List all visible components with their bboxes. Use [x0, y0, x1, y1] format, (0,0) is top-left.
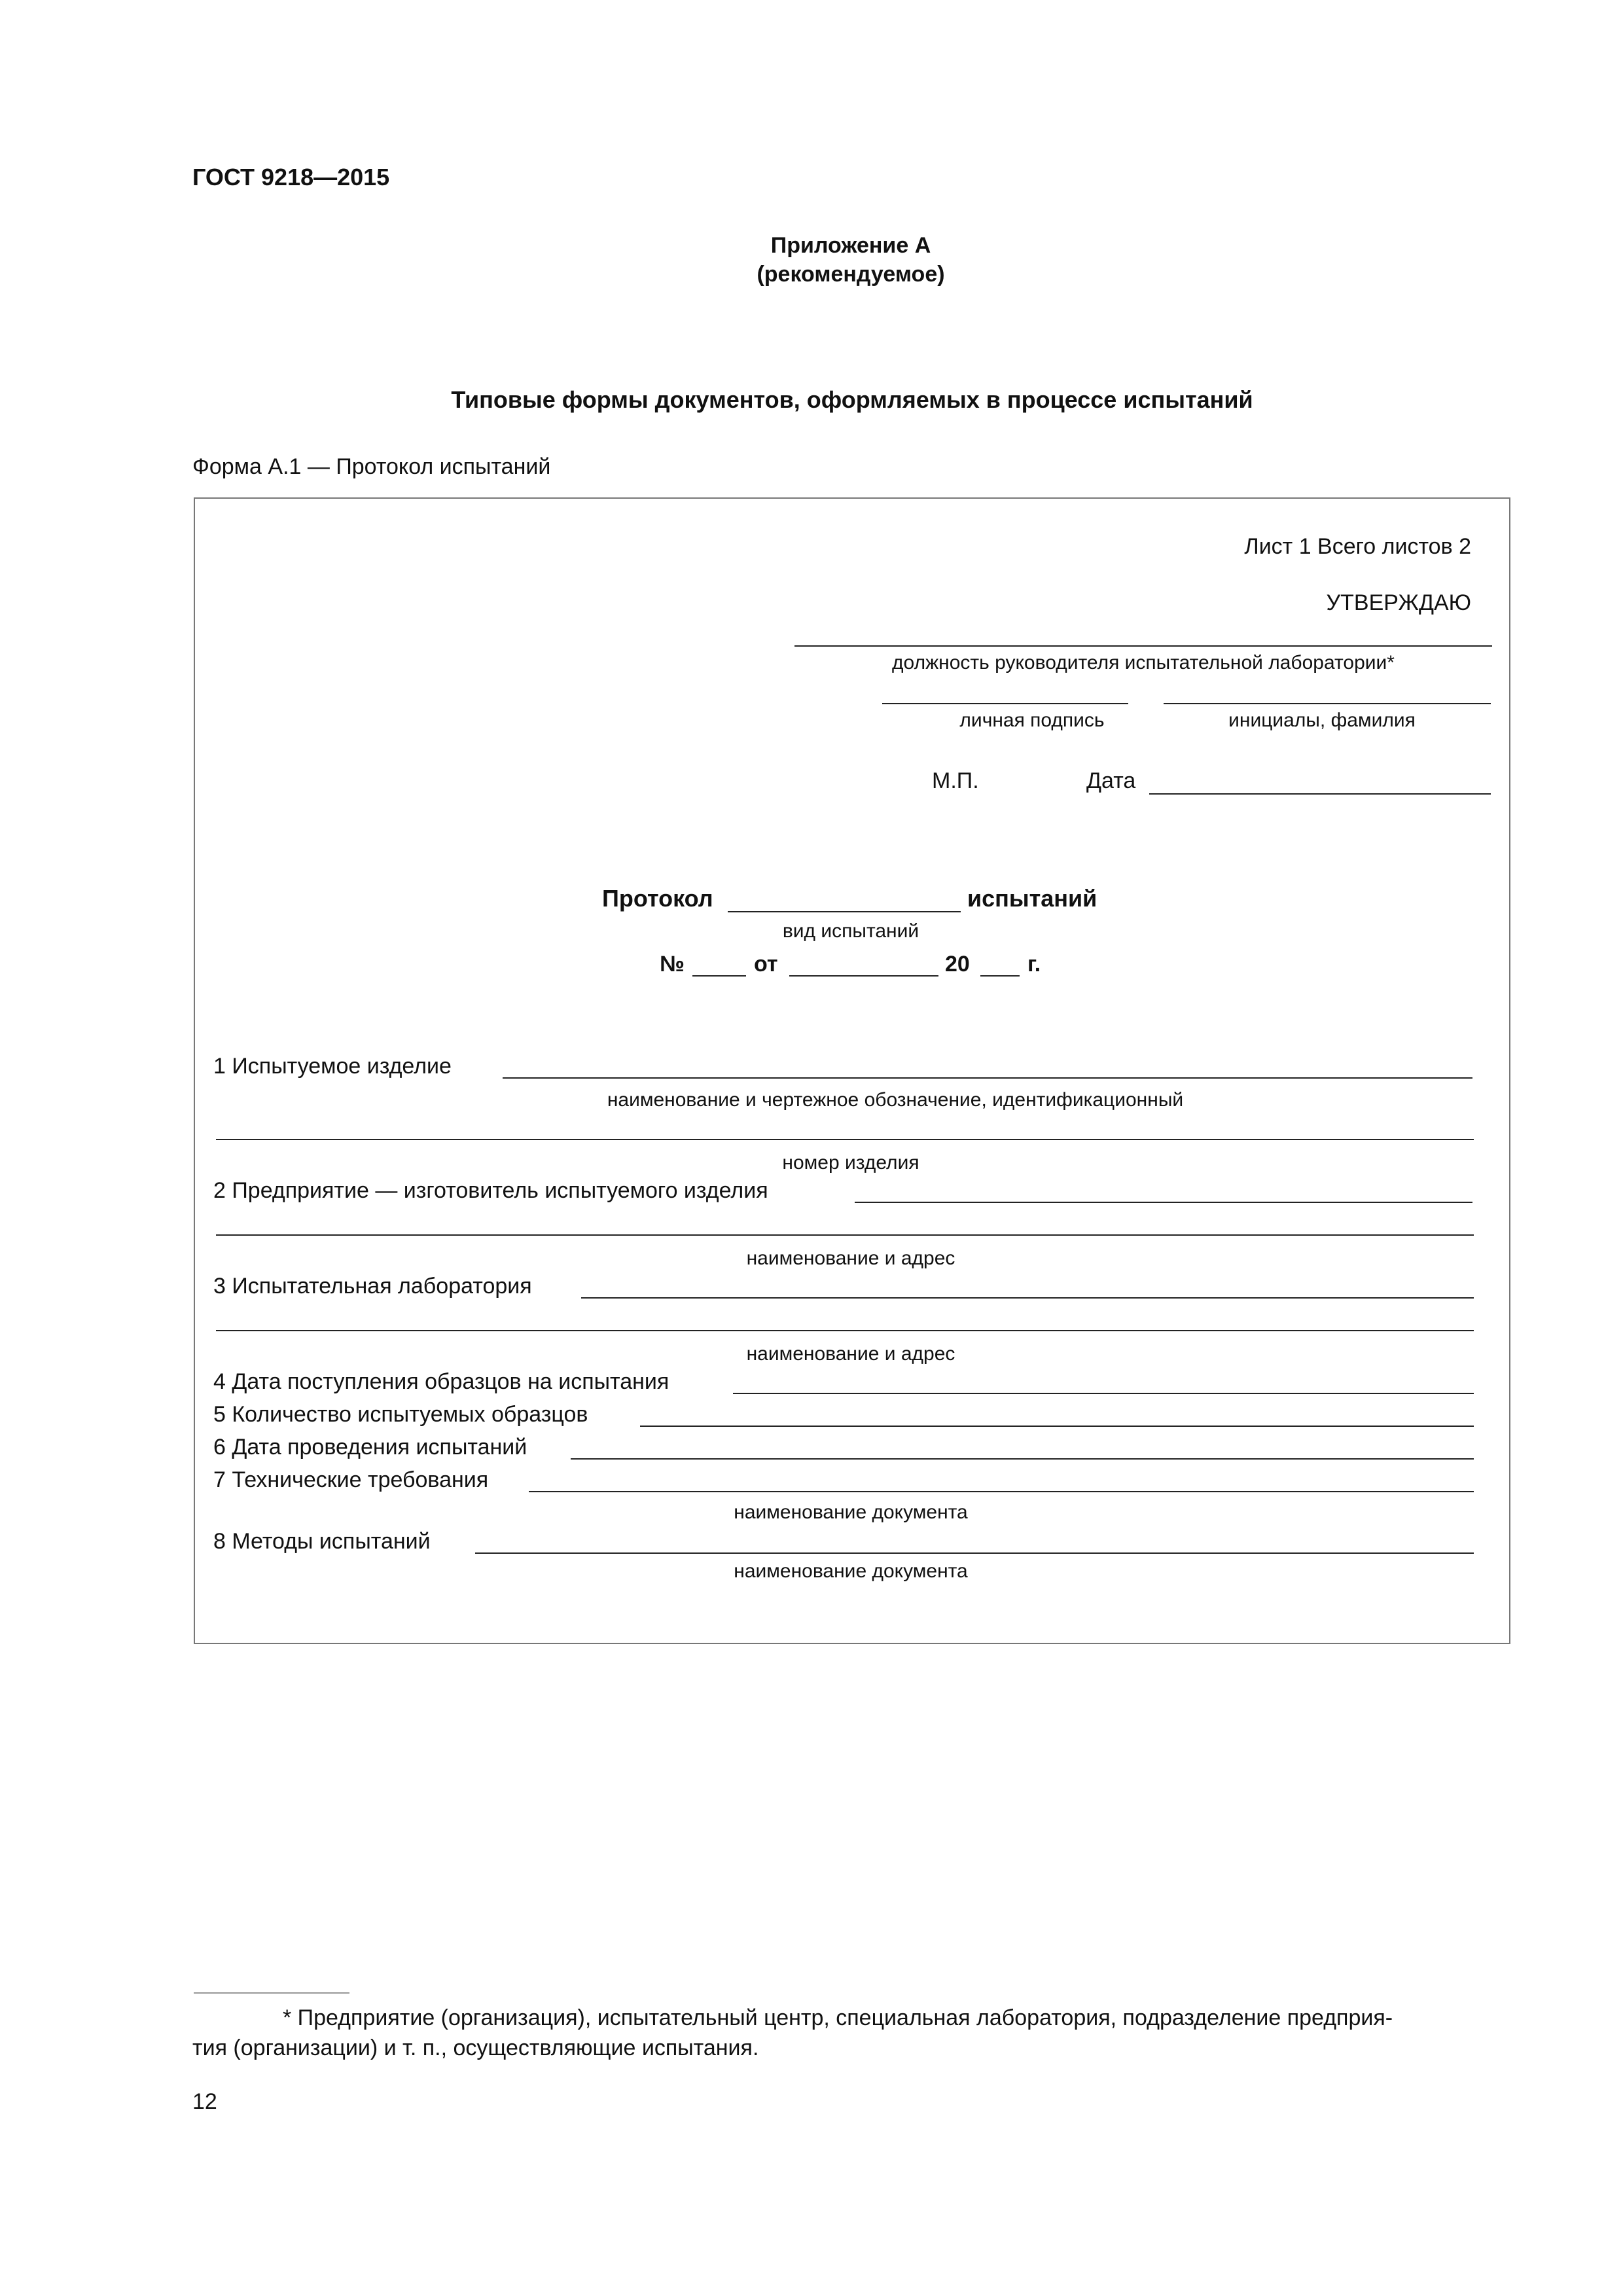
year-suffix: г.	[1027, 952, 1041, 977]
item-4-line[interactable]	[733, 1393, 1474, 1394]
item-1-line-2[interactable]	[216, 1139, 1474, 1140]
item-2-line[interactable]	[855, 1202, 1472, 1203]
test-type-caption: вид испытаний	[782, 920, 919, 942]
test-type-line[interactable]	[728, 911, 961, 912]
date-label: Дата	[1086, 768, 1136, 793]
item-1-label: 1 Испытуемое изделие	[213, 1054, 452, 1079]
item-1-caption-2: номер изделия	[782, 1152, 919, 1174]
item-7-label: 7 Технические требования	[213, 1467, 489, 1492]
item-2-caption: наименование и адрес	[746, 1247, 955, 1269]
page-number: 12	[192, 2089, 217, 2114]
item-2-label: 2 Предприятие — изготовитель испытуемого изделия	[213, 1178, 768, 1203]
position-line[interactable]	[794, 645, 1492, 647]
item-6-label: 6 Дата проведения испытаний	[213, 1435, 527, 1460]
sheet-info: Лист 1 Всего листов 2	[1244, 534, 1471, 559]
appendix-title: Приложение А	[770, 233, 931, 258]
year-line[interactable]	[980, 975, 1020, 977]
section-title: Типовые формы документов, оформляемых в процессе испытаний	[451, 386, 1253, 413]
protocol-number-line[interactable]	[692, 975, 746, 977]
item-3-line-2[interactable]	[216, 1330, 1474, 1331]
position-caption: должность руководителя испытательной лаборатории*	[892, 652, 1395, 673]
tests-word: испытаний	[967, 885, 1097, 912]
item-3-line[interactable]	[581, 1297, 1474, 1299]
footnote-separator	[194, 1992, 349, 1994]
item-7-line[interactable]	[529, 1491, 1474, 1492]
stamp-label: М.П.	[932, 768, 979, 793]
item-1-line[interactable]	[503, 1077, 1472, 1079]
item-3-caption: наименование и адрес	[746, 1343, 955, 1365]
from-word: от	[754, 952, 778, 977]
item-7-caption: наименование документа	[734, 1501, 968, 1523]
item-5-label: 5 Количество испытуемых образцов	[213, 1402, 588, 1427]
protocol-word: Протокол	[602, 885, 713, 912]
year-prefix: 20	[945, 952, 970, 977]
signature-caption: личная подпись	[959, 709, 1105, 731]
item-8-caption: наименование документа	[734, 1560, 968, 1582]
item-1-caption-1: наименование и чертежное обозначение, идентификационный	[607, 1089, 1184, 1111]
footnote-line-1: * Предприятие (организация), испытательный центр, специальная лаборатория, подразделение предприя-	[283, 2005, 1393, 2030]
date-line[interactable]	[1149, 793, 1491, 795]
footnote-line-2: тия (организации) и т. п., осуществляющие испытания.	[192, 2036, 759, 2060]
approve-label: УТВЕРЖДАЮ	[1326, 590, 1471, 615]
name-line[interactable]	[1164, 703, 1491, 704]
item-2-line-2[interactable]	[216, 1234, 1474, 1236]
item-8-line[interactable]	[475, 1552, 1474, 1554]
appendix-type: (рекомендуемое)	[757, 262, 945, 287]
number-sign: №	[660, 952, 685, 977]
item-4-label: 4 Дата поступления образцов на испытания	[213, 1369, 669, 1394]
standard-designation: ГОСТ 9218—2015	[192, 164, 390, 190]
item-6-line[interactable]	[571, 1458, 1474, 1460]
name-caption: инициалы, фамилия	[1228, 709, 1416, 731]
item-3-label: 3 Испытательная лаборатория	[213, 1274, 532, 1299]
form-caption: Форма А.1 — Протокол испытаний	[192, 454, 551, 479]
signature-line[interactable]	[882, 703, 1128, 704]
protocol-date-line[interactable]	[789, 975, 938, 977]
item-5-line[interactable]	[640, 1426, 1474, 1427]
item-8-label: 8 Методы испытаний	[213, 1529, 431, 1554]
